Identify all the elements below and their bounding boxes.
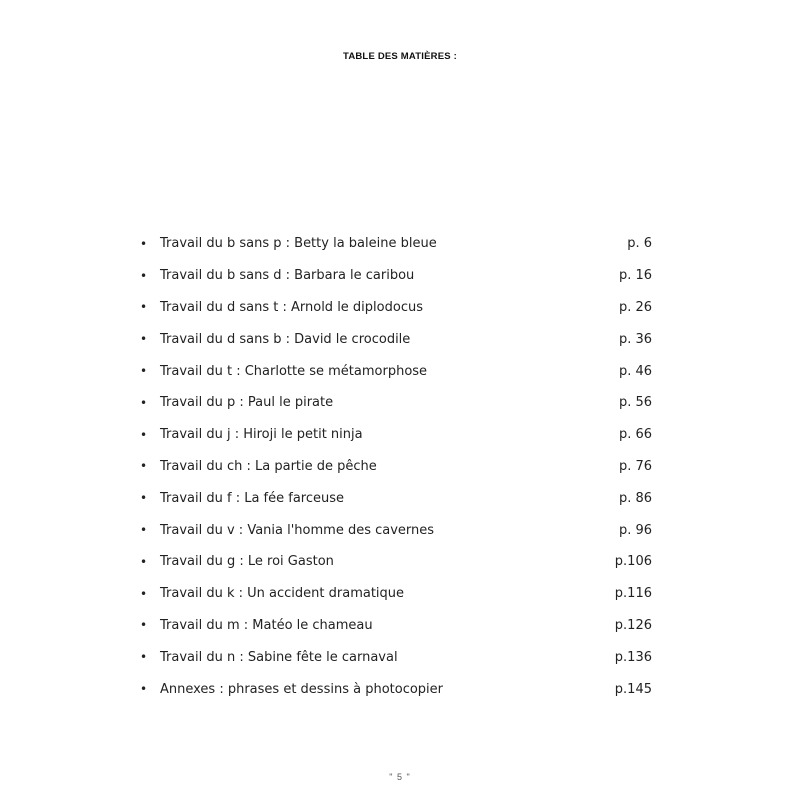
toc-entry-page: p. 36 [618,331,652,347]
toc-entry [140,578,660,610]
toc-entry [140,419,660,451]
toc-entry-page: p. 56 [618,395,652,411]
toc-entry [140,546,660,578]
toc-entry [140,451,660,483]
toc-entry-title: Travail du g : Le roi Gaston [160,554,334,570]
toc-entry [140,323,660,355]
toc-entry-page: p. 26 [618,299,652,315]
bullet-icon: • [140,682,148,697]
toc-entry-title: Travail du p : Paul le pirate [160,395,334,411]
toc-entry [140,387,660,419]
toc-entry-page: p. 76 [618,458,652,474]
bullet-icon: • [140,236,148,251]
toc-entry-title: Travail du t : Charlotte se métamorphose [160,363,428,379]
bullet-icon: • [140,554,148,569]
bullet-icon: • [140,395,148,410]
toc-entry-title: Travail du k : Un accident dramatique [160,586,405,602]
bullet-icon: • [140,523,148,538]
toc-entry-title: Travail du n : Sabine fête le carnaval [160,649,398,665]
toc-entry [140,355,660,387]
toc-entry-title: Travail du f : La fée farceuse [160,490,345,506]
toc-entry-title: Travail du d sans t : Arnold le diplodocus [160,299,423,315]
toc-entry-page: p.145 [614,681,652,697]
toc-entry-page: p.106 [614,554,652,570]
toc-entry-title: Travail du b sans d : Barbara le caribou [160,268,415,284]
toc-entry-title: Travail du m : Matéo le chameau [160,617,373,633]
toc-entry [140,673,660,705]
bullet-icon: • [140,586,148,601]
table-of-contents-list [140,228,660,705]
bullet-icon: • [140,650,148,665]
toc-entry [140,260,660,292]
toc-entry-title: Travail du v : Vania l'homme des cavernes [160,522,435,538]
toc-entry-page: p. 96 [618,522,652,538]
toc-entry [140,610,660,642]
toc-entry-page: p. 86 [618,490,652,506]
bullet-icon: • [140,491,148,506]
toc-entry [140,292,660,324]
bullet-icon: • [140,364,148,379]
toc-entry-title: Annexes : phrases et dessins à photocopier [160,681,444,697]
toc-entry [140,482,660,514]
bullet-icon: • [140,300,148,315]
table-of-contents-title: TABLE DES MATIÈRES : [343,51,457,62]
toc-entry-page: p. 66 [618,427,652,443]
toc-entry-page: p.116 [614,586,652,602]
toc-entry-page: p. 16 [618,268,652,284]
bullet-icon: • [140,332,148,347]
toc-entry [140,641,660,673]
bullet-icon: • [140,268,148,283]
toc-entry-title: Travail du b sans p : Betty la baleine bleue [160,236,437,252]
toc-entry-page: p.136 [614,649,652,665]
bullet-icon: • [140,618,148,633]
toc-entry [140,514,660,546]
page-number: " 5 " [389,772,411,782]
toc-entry-page: p. 46 [618,363,652,379]
toc-entry-page: p.126 [614,617,652,633]
toc-entry-title: Travail du d sans b : David le crocodile [160,331,411,347]
toc-entry-title: Travail du ch : La partie de pêche [160,458,377,474]
toc-entry-title: Travail du j : Hiroji le petit ninja [160,427,363,443]
bullet-icon: • [140,459,148,474]
toc-entry [140,228,660,260]
toc-entry-page: p. 6 [627,236,652,252]
bullet-icon: • [140,427,148,442]
